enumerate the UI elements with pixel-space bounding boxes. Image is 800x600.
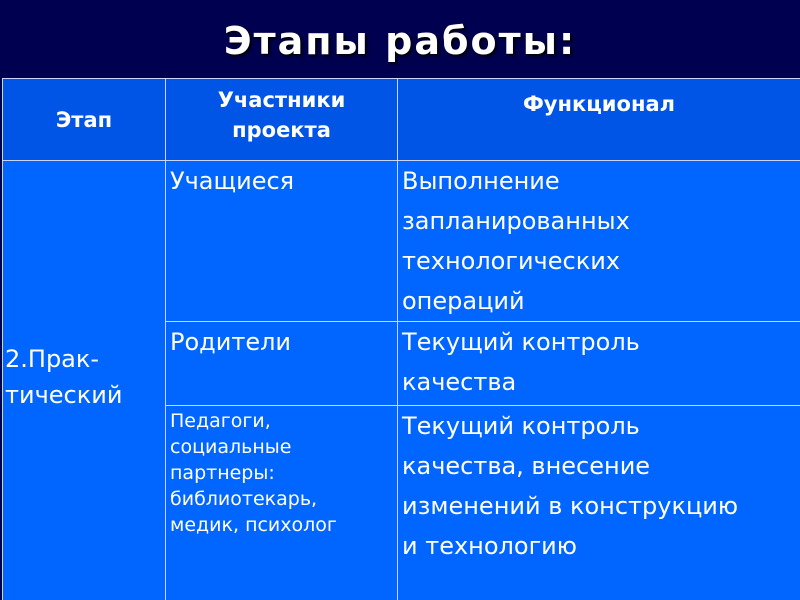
- participant-cell: Учащиеся: [166, 161, 398, 322]
- slide-title: Этапы работы:: [223, 19, 577, 63]
- header-stage: Этап: [3, 79, 166, 161]
- table-header-row: [3, 79, 800, 161]
- stage-cell: 2.Прак- тический: [3, 161, 166, 600]
- function-cell: Текущий контроль качества, внесение изменений в конструкцию и технологию: [398, 406, 800, 600]
- participant-cell: Родители: [166, 322, 398, 406]
- function-cell: Текущий контроль качества: [398, 322, 800, 406]
- header-participants: Участники проекта: [166, 79, 398, 161]
- stages-table: [2, 78, 800, 600]
- participant-cell: Педагоги, социальные партнеры: библиотекарь, медик, психолог: [166, 406, 398, 600]
- table-row: [3, 161, 800, 322]
- header-function: Функционал: [398, 79, 800, 161]
- function-cell: Выполнение запланированных технологических операций: [398, 161, 800, 322]
